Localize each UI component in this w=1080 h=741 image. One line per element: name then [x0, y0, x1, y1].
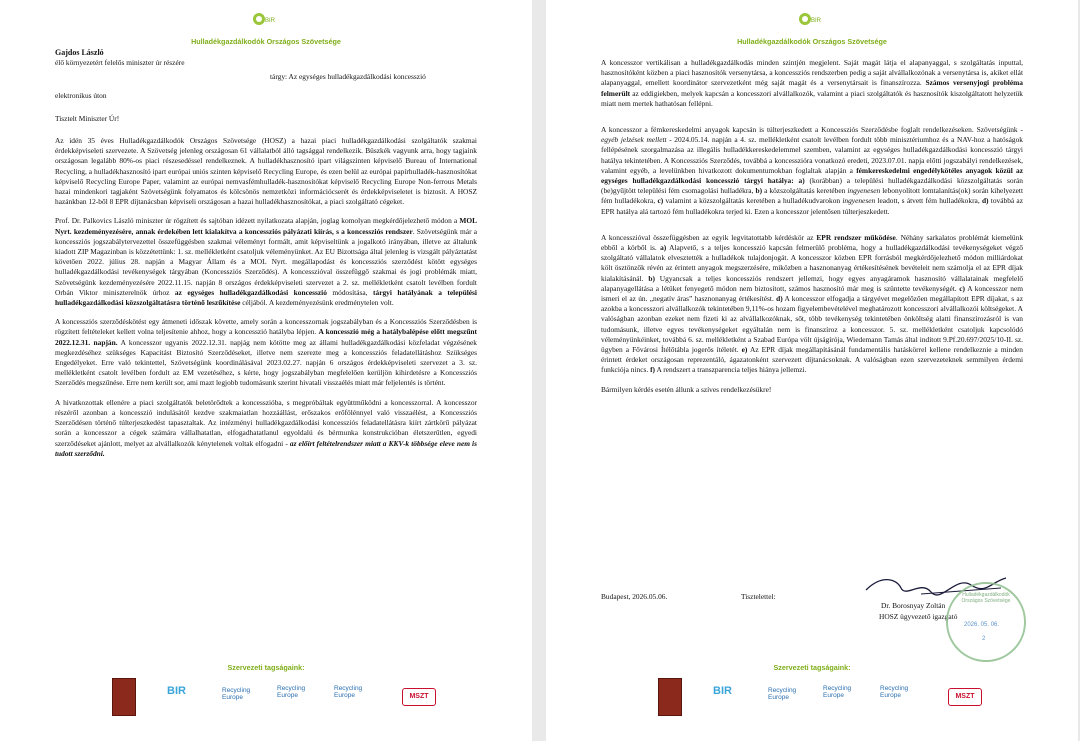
org-name: Hulladékgazdálkodók Országos Szövetsége [737, 37, 887, 46]
letter-body-page-1 [55, 48, 477, 468]
paragraph-intro: Az idén 35 éves Hulladékgazdálkodók Országos Szövetsége (HOSZ) a hazai piaci hulladékgazdálkodási szolgáltatók szakmai érdekképviseleti szervezete. A Szövetség jelenleg országosan 61 vállalatból álló tagsággal rendelkezik. Büszkék vagyunk arra, hogy tagjaink országosan legalább 80%-os piaci részesedéssel rendelkeznek. A hulladékhasznosító ipart világszinten képviselő Bureau of International Recycling, a hulladékhasznosító ipart európai uniós szinten képviselő Recycling Europe, és ezen belül az európai papírhulladék-hasznosítókat képviselő Recycling Europe Paper, valamint az európai nemvasfémhulladék-hasznosítókat képviselő Recycling Europe Non-ferrous Metals hazai mindenkori tagjaként Szövetségünk folyamatos és kölcsönös nemzetközi információcserét és érdekképviseletet is biztosít. A HOSZ hazánkban 12-ből 8 EPR díjtanácsban képviseli országosan a hazai hulladékhasznosítókat, a piaci szolgáltató cégeket. [55, 136, 477, 207]
hosz-logo-icon [250, 8, 278, 30]
recipient-name: Gajdos László [55, 48, 104, 57]
regards: Tisztelettel: [741, 592, 776, 601]
member-mszt: MSZT [402, 688, 436, 706]
book-icon [112, 678, 136, 716]
signer-title: HOSZ ügyvezető igazgató [879, 612, 958, 621]
paragraph-metal-trade: A koncesszor a fémkereskedelmi anyagok kapcsán is túlterjeszkedett a Koncessziós Szerződésbe foglalt rendelkezéseken. Szövetségünk - egyéb jelzések mellett - 2024.05.14. napján a 4. sz. mellékletként csatolt levélben fordult több minisztériumhoz és a NAV-hoz a hatóságok fellépésének szorgalmazása az illegális hulladékkereskedelemmel szemben, valamint az egységes hulladékgazdálkodási koncesszió tárgyi hatálya tekintetében. A Koncessziós Szerződés, továbbá a koncesszióra vonatkozó eredeti, 2023.07.01. napja előtti jogszabályi rendelkezések, valamint egyéb, a levelünkben hivatkozott dokumentumokban foglaltak alapján a fémkereskedelmi engedélykötéles anyagok közül az egységes hulladékgazdálkodási koncesszió tárgyi hatálya: a) (korábban) a települési hulladékgazdálkodási közszolgáltatás során (be)gyűjtött települési fém csomagolási hulladékra, b) a közszolgáltatás keretében ingyenesen lebonyolított lomtalanítás(ok) során kihelyezett fém hulladékokra, c) valamint a közszolgáltatás keretében a hulladékudvarokon ingyenesen leadott, s átvett fém hulladékokra, d) továbbá az EPR hatálya alá tartozó fém hulladékokra terjed ki. Ezen a koncesszor jelentősen túlterjeszkedett. [601, 125, 1024, 216]
paragraph-concession-termination: A koncessziós szerződéskötést egy átmeneti időszak követte, amely során a koncesszornak jogszabályban és a Koncessziós Szerződésben is rögzített feltételeket kellett volna teljesítenie ahhoz, hogy a koncesszió hatályba lépjen. A koncesszió még a hatálybalépése előtt megszűnt 2022.12.31. napján. A koncesszor ugyanis 2022.12.31. napjág nem kötötte meg az állami hulladékgazdálkodási közfeladat végzésének megkezdéséhez szükséges Kapacitást Biztosító Szerződéseket, illetve nem szerezte meg a koncessziós feladatellátáshoz Szükséges Engedélyeket. Erre való tekintettel, Szövetségünk koordinálásával 2023.02.27. napján 6 országos érdekképviseleti szervezet a 3. sz. mellékletként csatolt levélben fordult az EM vezetéséhez, s kérte, hogy jogszabályban megfelelően kerüljön kihirdetésre a Koncessziós Szerződés megszűnése. Erre nem került sor, ami mazt legjobb tudomásunk szerint hivatali visszaélés miatt már feljelentés is történt. [55, 317, 478, 388]
org-name: Hulladékgazdálkodók Országos Szövetsége [191, 37, 341, 46]
paragraph-vertical-integration: A koncesszor vertikálisan a hulladékgazdálkodás minden szintjén megjelent. Saját magát látja el alapanyaggal, s szolgáltatás inputtal, hasznosítóként közben a piaci hasznosítók versenytársa, a koncessziós rendszerben pedig a saját alvállalkozónak a versenytársa is, akiket ellát alapanyaggal, emellett koordinátor szervezetként még saját magát és a versenytársait is finanszírozza. Számos versenyjogi probléma felmerült az eddigiekben, melyek kapcsán a koncesszori alvállalkozók, valamint a piaci szolgáltatók és hasznosítók kiszolgáltatott helyzetük miatt nem mertek hathatósan fellépni. [601, 58, 1023, 108]
letter-body-page-2 [601, 58, 1023, 404]
member-bir: BIR [167, 685, 186, 697]
signer-name: Dr. Borosnyay Zoltán [881, 601, 946, 610]
members-title: Szervezeti tagságaink: [227, 663, 305, 672]
member-logos [112, 678, 432, 718]
member-recycling-europe-2: Recycling Europe [823, 685, 852, 699]
member-bir: BIR [713, 685, 732, 697]
paragraph-concession-origin: Prof. Dr. Palkovics László miniszter úr rögzített és sajtóban idézett nyilatkozata alapján, joglag komolyan megkérdőjelezhető módon a MOL Nyrt. kezdeményezésére, annak érdekében lett kialakítva a koncessziós pályázati kiírás, s a koncessziós rendszer. Szövetségünk már a koncessziós jogszabálytervezettel összefüggésben szakmai véleményt formált, amit képviseltünk a jogalkotó irányában, illetve az általunk kiadott ZIP Magazinban is közzétettünk: 1. sz. mellékletként csatoljuk véleményünket. Az EU Bizottsága által jelenleg is vizsgált pályáztatást követően 2022. július 28. napján a Magyar Állam és a MOL Nyrt. megállapodást és koncessziós szerződést kötött egységes hulladékgazdálkodási tevékenységek tárgyában (Koncessziós Szerződés). A koncesszióval összefüggő szakmai és jogi problémák miatt, Szövetségünk kezdeményezésére 2022.11.15. napján 8 országos érdekképviseleti szervezet a 2. sz. mellékletként csatolt levélben fordult Orbán Viktor miniszterelnök úrhoz az egységes hulladékgazdálkodási koncesszió módosítása, tárgyi hatályának a települési hulladékgazdálkodási közszolgáltatásra történő leszűkítése céljából. A kezdeményezésünk eredménytelen volt. [55, 216, 478, 308]
place-date: Budapest, 2026.05.06. [601, 592, 668, 601]
member-recycling-europe-1: Recycling Europe [768, 687, 797, 701]
member-mszt: MSZT [948, 688, 982, 706]
member-recycling-europe-2: Recycling Europe [277, 685, 306, 699]
letter-page-2 [546, 0, 1078, 741]
stamp-date: 2026. 05. 06. [964, 622, 1000, 628]
official-stamp [946, 582, 1026, 662]
stamp-text: Hulladékgazdálkodók Országos Szövetsége [961, 592, 1011, 604]
member-recycling-europe-3: Recycling Europe [334, 685, 363, 699]
book-icon [658, 678, 682, 716]
paragraph-epr-system: A koncesszióval összefüggésben az egyik legvitatottabb kérdéskör az EPR rendszer működése. Néhány sarkalatos problémát kiemelünk ebből a körből is. a) Alapvető, s a teljes koncesszió kapcsán felmerülő probléma, hogy a hulladékgazdálkodási tevékenységeket végző szolgáltató vállalatok elvesztették a hulladékok tulajdonjogát. A koncesszor közben EPR forrásból megkérdőjelezhető módon milliárdokat költ ösztönzők révén az érintett anyagok megszerzésére, miközben a hasznonanyag értékesítésének bevételeit nem számolja el az EPR díjak kialakításánál. b) Ugyancsak a teljes koncessziós rendszert jellemzi, hogy egyes anyagáramok hasznosító vállalatainak megfelelő alapanyagellátása a létüket fenyegető módon nem biztosított, számos hasznosító már meg is szüntette tevékenységét. c) A koncesszor nem ismeri el az ún. „negatív áras” hasznonanyag értékesítést. d) A koncesszor elfogadja a tárgyévet megelőzően megállapított EPR díjakat, s az azokba a koncesszori alvállalkozók tekintetében 9,11%-os hozam figyelembevételével meghatározott koncesszori alvállalkozói költségeket. A valóságban azonban ezeket nem fizeti ki az alvállalkozóknak, sőt, több tevékenység tekintetében önköltség alatti finanszírozásról is van tudomásunk, illetve egyes tevékenységeket egyáltalán nem is finanszíroz a koncesszor. 5. sz. mellékletként csatoljuk kapcsolódó véleményünkéinket, továbbá 6. sz. mellékletként a Szabad Európa völt újságírója, Wiedemann Tamás által indított 9.Pf.20.697/2025/10-II. sz. ügyben a Fővárosi Ítélőtábla jogerős ítéletét. e) Az EPR díjak megállapításánál fundamentális hatáskörrel kellene rendelkeznie a minden érintett érdeket országosan reprezentáló, ágazatonként szervezett díjtanácsoknak. A valóságban ezen szervezeteknek semmilyen érdemi funkciója nincs. f) A rendszert a transzparencia teljes hiánya jellemzi. [601, 232, 1024, 375]
member-recycling-europe-3: Recycling Europe [880, 685, 909, 699]
recipient-title: élő környezetért felelős miniszter úr részére [55, 58, 185, 68]
page-gap [532, 0, 546, 741]
hosz-logo-text: BIR [811, 18, 822, 24]
subject-line: tárgy: Az egységes hulladékgazdálkodási koncesszió [270, 72, 426, 82]
member-logos [658, 678, 978, 718]
closing-line: Bármilyen kérdés esetén állunk a szíves rendelkezésükre! [601, 384, 772, 394]
salutation: Tisztelt Miniszter Úr! [55, 113, 120, 123]
stamp-number: 2 [982, 636, 986, 642]
paragraph-subcontractors: A hivatkozottak ellenére a piaci szolgáltatók beletörődtek a koncesszióba, s megpróbáltak együttműködni a koncesszorral. A koncesszor részéről azonban a koncesszió indulásától kezdve szakmaiatlan hozzáállást, erőszakos erőfölénnyel való visszaélést, a Koncessziós Szerződésen történő túlterjeszkedést tapasztaltak. Az intézményi hulladékgazdálkodási koncessziós feladatellátásra kiírt zártkörű pályázat során a koncesszor a cégek számára vállalhatatlan, elfogadhatatlanul egyoldalú és bérmunka konstrukcióban életszerűtlen, egyedi szerződéseket ajánlott, melyet az alvállalkozók kénytelenek voltak elfogadni - az előírt feltételrendszer miatt a KKV-k többsége eleve nem is tudott szerződni. [55, 397, 477, 458]
members-title: Szervezeti tagságaink: [773, 663, 851, 672]
member-recycling-europe-1: Recycling Europe [222, 687, 251, 701]
hosz-logo-icon [796, 8, 824, 30]
delivery-method: elektronikus úton [55, 90, 107, 100]
letter-page-1 [0, 0, 532, 741]
hosz-logo-text: BIR [265, 18, 276, 24]
